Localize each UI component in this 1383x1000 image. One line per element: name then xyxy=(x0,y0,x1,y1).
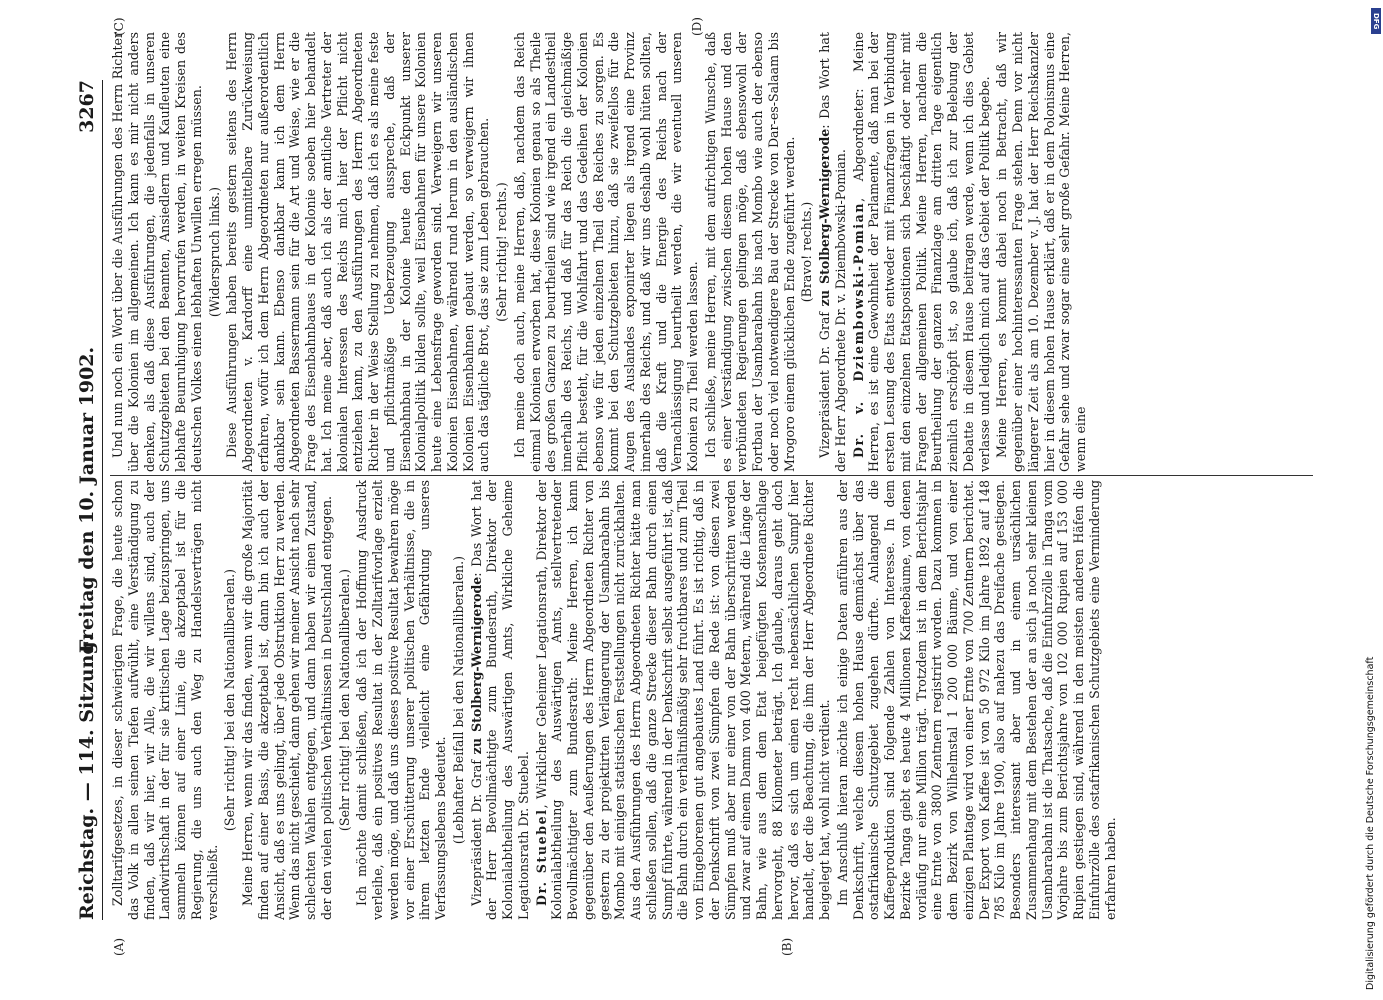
announcement-prefix: Vizepräsident Dr. Graf xyxy=(817,306,832,458)
paragraph: Ich möchte damit schließen, daß ich der Hoffnung Ausdruck verleihe, daß ein positives Resultat in der Zolltarifvorlage erzielt werden möge, und daß uns dieses positive Resultat bewahren möge vor einer Erschütterung unserer politischen Verhältnisse, die in ihrem letzten Ende vielleicht eine Gefährdung unseres Verfassungslebens bedeutet. xyxy=(354,480,448,920)
header-title: Reichstag. — 114. Sitzung. xyxy=(76,634,98,920)
reaction: (Widerspruch links.) xyxy=(206,186,222,318)
paragraph: Diese Ausführungen haben bereits gestern seitens des Herrn Abgeordneten v. Kardorff eine unmittelbare Zurückweisung erfahren, wofür ich dem Herrn Abgeordneten nur außerordentlich dankbar sein kann. Ebenso dankbar kann ich dem Herrn Abgeordneten Bassermann sein für die Art und Weise, wie er die Frage des Eisenbahnbaues in der Kolonie soeben hier behandelt hat. Ich meine aber, daß auch ich als der amtliche Vertreter der kolonialen Interessen des Reichs mich hier der Pflicht nicht entziehen kann, zu den Ausführungen des Herrn Abgeordneten Richter in der Weise Stellung zu nehmen, daß ich es als meine feste und pflichtmäßige Ueberzeugung ausspreche, daß der Eisenbahnbau in der Kolonie heute den Eckpunkt unserer Kolonialpolitik bilden sollte, weil Eisenbahnen für unsere Kolonien heute eine Lebensfrage geworden sind. Verweigern wir unseren Kolonien Eisenbahnen, während rund herum in den ausländischen Kolonien Eisenbahnen gebaut werden, so verweigern wir ihnen auch das tägliche Brot, das sie zum Leben gebrauchen. xyxy=(224,32,492,472)
paragraph: Und nun noch ein Wort über die Ausführungen des Herrn Richter über die Kolonien im allgemeinen. Ich kann es mir nicht anders denken, als daß diese Ausführungen, die jedenfalls in unseren Schutzgebieten bei den Beamten, Ansiedlern und Kaufleuten eine lebhafte Beunruhigung hervorrufen werden, in weiten Kreisen des deutschen Volkes einen lebhaften Unwillen erregen müssen. xyxy=(110,32,204,472)
page-header xyxy=(72,80,103,920)
reaction: (Sehr richtig! rechts.) xyxy=(494,182,509,322)
reaction: (Lebhafter Beifall bei den Nationalliberalen.) xyxy=(450,555,466,845)
president-name: zu Stolberg-Wernigerode xyxy=(817,128,832,307)
speaker-announcement xyxy=(469,480,532,920)
announcement-text: : Das Wort hat der Herr Abgeordnete Dr. v. Dziembowski-Pomian. xyxy=(817,32,848,472)
reaction: (Sehr richtig! bei den Nationalliberalen.) xyxy=(336,568,352,832)
reaction: (Bravo! rechts.) xyxy=(799,201,815,303)
announcement-text: : Das Wort hat der Herr Bevollmächtigte zum Bundesrath, Direktor der Kolonialabtheilung des Auswärtigen Amts, Wirkliche Geheime Legationsrath Dr. Stuebel. xyxy=(468,480,531,920)
margin-mark-c: (C) xyxy=(112,17,126,36)
reaction: (Sehr richtig! bei den Nationalliberalen.) xyxy=(222,568,238,832)
page-number: 3267 xyxy=(76,80,98,133)
paragraph: Zolltarifgesetzes, in dieser schwierigen Frage, die heute schon das Volk in allen seinen Tiefen aufwühlt, eine Verständigung zu finden, daß wir hier, wir Alle, die wir willens sind, auch der Landwirthschaft in der für sie kritischen Lage beizuspringen, uns sammeln können auf einer Linie, die akzeptabel ist für die Regierung, die uns auch den Weg zu Handelsverträgen nicht verschließt. xyxy=(110,480,220,920)
dfg-logo: DFG xyxy=(1371,8,1381,34)
speaker-name: Dr. Stuebel xyxy=(533,808,549,906)
right-column xyxy=(110,32,1313,472)
president-name: zu Stolberg-Wernigerode xyxy=(468,576,484,755)
speech-text: , Wirklicher Geheimer Legationsrath, Direktor der Kolonialabtheilung des Auswärtigen Amts, stellvertretender Bevollmächtigter zum Bundesrath: Meine Herren, ich kann gegenüber den Aeußerungen des Herrn Abgeordneten Richter von gestern zu der projektirten Verlängerung der Usambarabahn bis Mombo mit einigen statistischen Feststellungen nicht zurückhalten. Aus den Ausführungen des Herrn Abgeordneten Richter hätte man schließen sollen, daß die ganze Strecke dieser Bahn durch einen Sumpf führte, während in der Denkschrift selbst ausgeführt ist, daß die Bahn durch ein verhältnißmäßig sehr fruchtbares und zum Theil von Eingeborenen gut angebautes Land führt. Es ist richtig, daß in der Denkschrift von zwei Sümpfen die Rede ist: von diesen zwei Sümpfen muß aber nur einer von der Bahn überschritten werden und zwar auf einem Damm von 400 Metern, während die Länge der Bahn, wie aus dem dem Etat beigefügten Kostenanschlage hervorgeht, 88 Kilometer beträgt. Ich glaube, daraus geht doch hervor, daß es sich um einen recht nebensächlichen Sumpf hier handelt, der die Beachtung, die ihm der Herr Abgeordnete Richter beigelegt hat, wohl nicht verdient. xyxy=(533,480,832,920)
column-divider xyxy=(110,475,1313,476)
margin-mark-a: (A) xyxy=(112,937,126,956)
speech-text: , Abgeordneter: Meine Herren, es ist eine Gewohnheit der Parlamente, daß man bei der ersten Lesung des Etats entweder mit Finanzfragen in Verbindung mit den einzelnen Etatspositionen sich beschäftigt oder mehr mit Fragen der allgemeinen Politik. Meine Herren, nachdem die Beurtheilung der ganzen Finanzlage am dritten Tage eigentlich ziemlich erschöpft ist, so glaube ich, daß ich zur Belebung der Debatte in diesem Hause beitragen werde, wenn ich dies Gebiet verlasse und lediglich mich auf das Gebiet der Politik begebe. xyxy=(850,32,992,472)
paragraph: Meine Herren, wenn wir das finden, wenn wir die große Majorität finden auf einer Basis, die akzeptabel ist, dann bin ich auch der Ansicht, daß es uns gelingt, über jede Obstruktion Herr zu werden. Wenn das nicht geschieht, dann gehen wir meiner Ansicht nach sehr schlechten Wahlen entgegen, und dann haben wir einen Zustand, der den vielen politischen Verhältnissen in Deutschland entgegen. xyxy=(240,480,334,920)
margin-mark-d: (D) xyxy=(690,17,704,36)
announcement-prefix: Vizepräsident Dr. Graf xyxy=(468,754,484,906)
speech xyxy=(851,32,993,472)
paragraph: Meine Herren, es kommt dabei noch in Betracht, daß wir gegenüber einer hochinteressanten Frage stehen. Denn vor nicht längerer Zeit als am 10. Dezember v. J. hat der Herr Reichskanzler hier in diesem hohen Hause erklärt, daß er in dem Polonismus eine Gefahr sehe und zwar sogar eine sehr große Gefahr. Meine Herren, wenn eine xyxy=(994,32,1088,472)
margin-mark-b: (B) xyxy=(780,937,794,956)
paragraph: Ich schließe, meine Herren, mit dem aufrichtigen Wunsche, daß es einer Verständigung zwischen diesem hohen Hause und den verbündeten Regierungen gelingen möge, daß ebensowohl der Fortbau der Usambarabahn bis nach Mombo wie auch der ebenso oder noch viel notwendigere Bau der Strecke von Dar-es-Salaam bis Mrogoro einem glücklichen Ende zugeführt werden. xyxy=(702,32,797,472)
digitization-note: Digitalisierung gefördert durch die Deutsche Forschungsgemeinschaft xyxy=(1365,656,1376,990)
paragraph: Im Anschluß hieran möchte ich einige Daten anführen aus der Denkschrift, welche diesem hohen Hause demnächst über das ostafrikanische Schutzgebiet zugehen dürfte. Anlangend die Kaffeeproduktion sind folgende Zahlen von Interesse. In dem Bezirke Tanga giebt es heute 4 Millionen Kaffeebäume, von denen vorläufig nur eine Million trägt. Trotzdem ist in dem Berichtsjahr eine Ernte von 3800 Zentnern registrirt worden. Dazu kommen in dem Bezirk von Wilhelmstal 1 200 000 Bäume, und von einer einzigen Plantage wird von einer Ernte von 700 Zentnern berichtet. Der Export von Kaffee ist von 50 972 Kilo im Jahre 1892 auf 148 785 Kilo im Jahre 1900, also auf nahezu das Dreifache gestiegen. Besonders interessant aber und in einem ursächlichen Zusammenhang mit dem Bestehen der an sich ja noch sehr kleinen Usambarabahn ist die Thatsache, daß die Einfuhrzölle in Tanga vom Vorjahre bis zum Berichtsjahre von 102 000 Rupien auf 153 000 Rupien gestiegen sind, während in den meisten anderen Häfen die Einfuhrzölle des ostafrikanischen Schutzgebiets eine Verminderung erfahren haben. xyxy=(834,480,1118,920)
header-date: Freitag den 10. Januar 1902. xyxy=(76,346,98,654)
speaker-name: Dr. v. Dziembowski-Pomian xyxy=(850,201,866,458)
left-column xyxy=(110,480,1313,920)
speech xyxy=(534,480,833,920)
paragraph: Ich meine doch auch, meine Herren, daß, nachdem das Reich einmal Kolonien erworben hat, diese Kolonien genau so als Theile des großen Ganzen zu beurtheilen sind wie irgend ein Landestheil innerhalb des Reichs, und daß für das Reich die gleichmäßige Pflicht besteht, für die Wohlfahrt und das Gedeihen der Kolonien ebenso wie für jeden einzelnen Theil des Reiches zu sorgen. Es kommt bei den Schutzgebieten hinzu, daß sie zweifellos für die Augen des Auslandes exponirter liegen als irgend eine Provinz innerhalb des Reichs, und daß wir uns deshalb wohl hüten sollten, daß die Kraft und die Energie des Reichs nach der Vernachlässigung beurtheilt werden, die wir eventuell unseren Kolonien zu Theil werden lassen. xyxy=(511,32,700,472)
speaker-announcement xyxy=(817,32,849,472)
